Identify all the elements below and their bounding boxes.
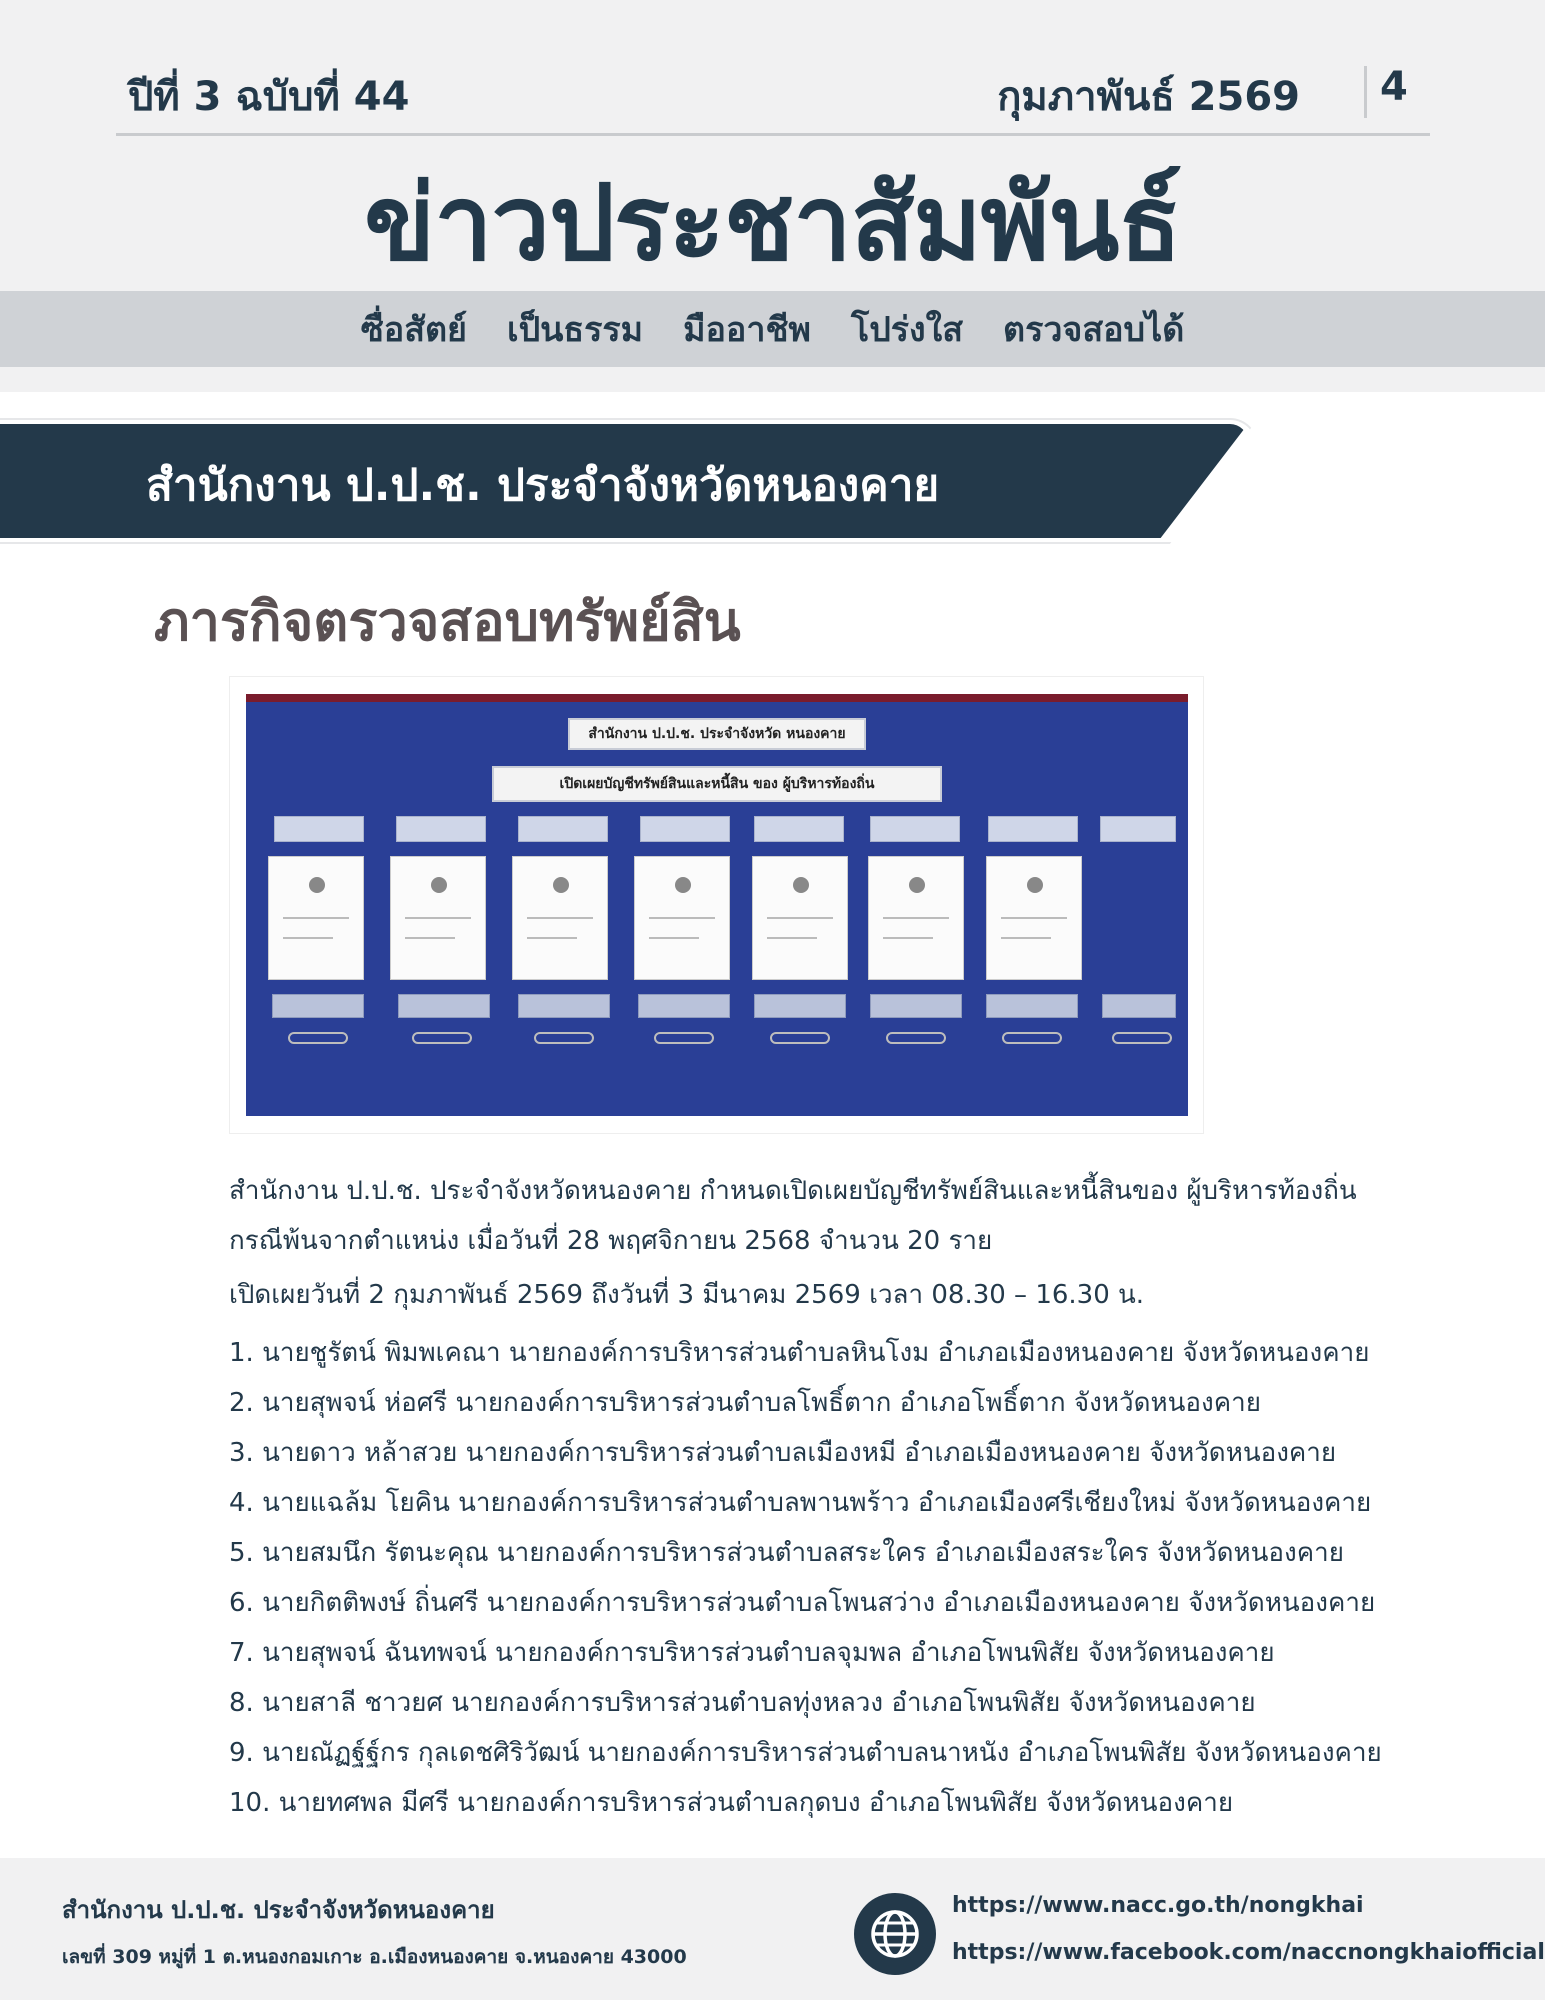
seal-icon [309,877,325,893]
photo-plate [518,816,608,842]
list-item: 5. นายสมนึก รัตนะคุณ นายกองค์การบริหารส่วนตำบลสระใคร อำเภอเมืองสระใคร จังหวัดหนองคาย [229,1538,1344,1568]
photo-document [752,856,848,980]
photo-holder [870,994,962,1018]
photo-binder-ring [288,1032,348,1044]
photo-binder-ring [1112,1032,1172,1044]
photo-document [268,856,364,980]
slogan-item: ซื่อสัตย์ [360,310,467,350]
page-footer [0,1858,1545,2000]
photo-binder-ring [1002,1032,1062,1044]
photo-plate [870,816,960,842]
seal-icon [431,877,447,893]
doc-line [1001,937,1051,939]
photo-holder [1102,994,1176,1018]
list-item: 7. นายสุพจน์ ฉันทพจน์ นายกองค์การบริหารส่วนตำบลจุมพล อำเภอโพนพิสัย จังหวัดหนองคาย [229,1638,1275,1668]
masthead-title: ข่าวประชาสัมพันธ์ [364,162,1181,284]
doc-line [283,937,333,939]
page-header [0,0,1545,392]
photo-binder-ring [534,1032,594,1044]
office-banner-title: สำนักงาน ป.ป.ช. ประจำจังหวัดหนองคาย [146,460,940,511]
photo-holder [754,994,846,1018]
doc-line [883,917,949,919]
photo-document [634,856,730,980]
issue-date: กุมภาพันธ์ 2569 [997,74,1300,120]
doc-line [767,937,817,939]
photo-binder-ring [412,1032,472,1044]
divider [1364,66,1367,118]
seal-icon [909,877,925,893]
doc-line [767,917,833,919]
list-item: 6. นายกิตติพงษ์ ถิ่นศรี นายกองค์การบริหารส่วนตำบลโพนสว่าง อำเภอเมืองหนองคาย จังหวัดหนองคาย [229,1588,1376,1618]
seal-icon [675,877,691,893]
photo-plate [396,816,486,842]
list-item: 4. นายแฉล้ม โยคิน นายกองค์การบริหารส่วนตำบลพานพร้าว อำเภอเมืองศรีเชียงใหม่ จังหวัดหนองคาย [229,1488,1372,1518]
photo-plate [754,816,844,842]
photo-sign-office: สำนักงาน ป.ป.ช. ประจำจังหวัด หนองคาย [568,718,866,750]
doc-line [405,917,471,919]
photo-document [512,856,608,980]
seal-icon [793,877,809,893]
list-item: 1. นายชูรัตน์ พิมพเคณา นายกองค์การบริหารส่วนตำบลหินโงม อำเภอเมืองหนองคาย จังหวัดหนองคาย [229,1338,1370,1368]
list-item: 10. นายทศพล มีศรี นายกองค์การบริหารส่วนตำบลกุดบง อำเภอโพนพิสัย จังหวัดหนองคาย [229,1788,1234,1818]
photo-binder-ring [886,1032,946,1044]
slogan-item: โปร่งใส [850,310,963,350]
slogan-item: เป็นธรรม [506,310,644,350]
globe-icon-svg [854,1893,936,1975]
slogan-bar [0,291,1545,367]
photo-document [868,856,964,980]
doc-line [405,937,455,939]
official-list [229,1328,1429,1828]
photo-holder [518,994,610,1018]
list-item: 9. นายณัฏฐ์ฐ์กร กุลเดชศิริวัฒน์ นายกองค์การบริหารส่วนตำบลนาหนัง อำเภอโพนพิสัย จังหวัดหนองคาย [229,1738,1382,1768]
photo-holder [272,994,364,1018]
section-title: ภารกิจตรวจสอบทรัพย์สิน [154,590,741,653]
globe-icon [854,1893,936,1975]
photo-plate [1100,816,1176,842]
footer-org: สำนักงาน ป.ป.ช. ประจำจังหวัดหนองคาย [62,1896,495,1924]
list-item: 8. นายสาลี ชาวยศ นายกองค์การบริหารส่วนตำบลทุ่งหลวง อำเภอโพนพิสัย จังหวัดหนองคาย [229,1688,1256,1718]
photo-document [986,856,1082,980]
photo-binder-ring [654,1032,714,1044]
photo-holder [398,994,490,1018]
photo-holder [986,994,1078,1018]
photo-plate [274,816,364,842]
list-item: 2. นายสุพจน์ ห่อศรี นายกองค์การบริหารส่วนตำบลโพธิ์ตาก อำเภอโพธิ์ตาก จังหวัดหนองคาย [229,1388,1261,1418]
photo-document [390,856,486,980]
doc-line [883,937,933,939]
photo-plate [640,816,730,842]
photo-plate [988,816,1078,842]
article-period: เปิดเผยวันที่ 2 กุมภาพันธ์ 2569 ถึงวันที่ 3 มีนาคม 2569 เวลา 08.30 – 16.30 น. [229,1280,1145,1310]
website-link[interactable]: https://www.nacc.go.th/nongkhai [952,1893,1364,1918]
slogan-item: มืออาชีพ [683,310,811,350]
photo-binder-ring [770,1032,830,1044]
doc-line [527,937,577,939]
doc-line [1001,917,1067,919]
seal-icon [1027,877,1043,893]
page-number: 4 [1380,64,1408,110]
doc-line [649,937,699,939]
list-item: 3. นายดาว หล้าสวย นายกองค์การบริหารส่วนตำบลเมืองหมี อำเภอเมืองหนองคาย จังหวัดหนองคาย [229,1438,1337,1468]
article-intro: สำนักงาน ป.ป.ช. ประจำจังหวัดหนองคาย กำหนดเปิดเผยบัญชีทรัพย์สินและหนี้สินของ ผู้บริหารท้องถิ่น กรณีพ้นจากตำแหน่ง เมื่อวันที่ 28 พฤศจิกายน 2568 จำนวน 20 ราย [229,1176,1357,1256]
doc-line [649,917,715,919]
slogan-item: ตรวจสอบได้ [1003,310,1185,350]
header-rule [116,133,1430,136]
issue-number: ปีที่ 3 ฉบับที่ 44 [128,74,410,120]
photo-holder [638,994,730,1018]
photo-top-stripe [246,694,1188,702]
footer-address: เลขที่ 309 หมู่ที่ 1 ต.หนองกอมเกาะ อ.เมืองหนองคาย จ.หนองคาย 43000 [62,1946,687,1968]
doc-line [527,917,593,919]
asset-disclosure-photo [246,694,1188,1116]
photo-sign-disclosure: เปิดเผยบัญชีทรัพย์สินและหนี้สิน ของ ผู้บริหารท้องถิ่น [492,766,942,802]
doc-line [283,917,349,919]
seal-icon [553,877,569,893]
facebook-link[interactable]: https://www.facebook.com/naccnongkhaiofficial [952,1940,1545,1965]
